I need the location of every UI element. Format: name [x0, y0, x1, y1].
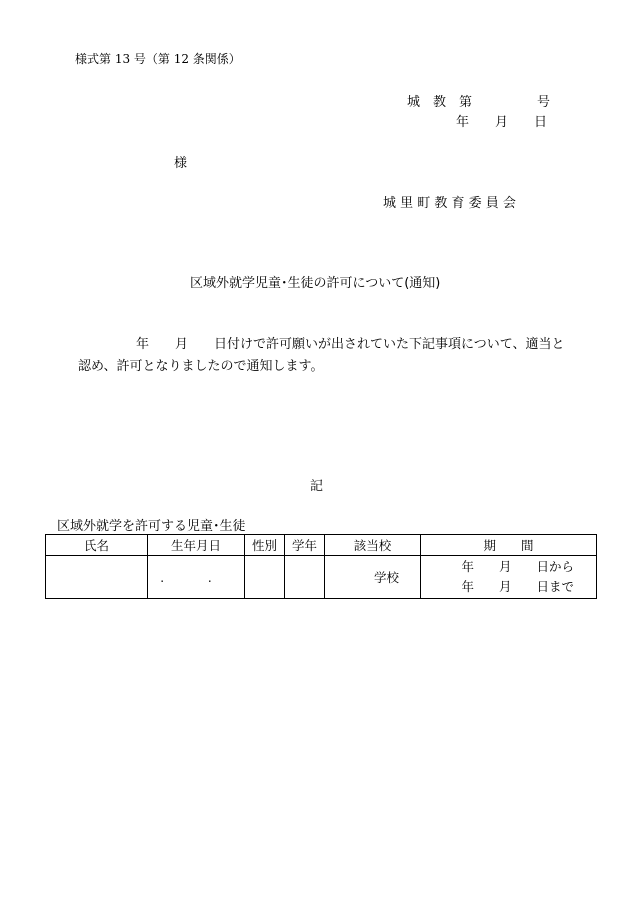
document-number: 城 教 第 号 — [407, 95, 551, 110]
table-caption: 区域外就学を許可する児童･生徒 — [57, 519, 246, 534]
table-row — [46, 556, 597, 599]
body-line-2: 認め、許可となりましたので通知します。 — [78, 359, 324, 374]
cell-name — [46, 556, 148, 599]
header-school: 該当校 — [325, 535, 421, 556]
cell-grade — [285, 556, 325, 599]
cell-school — [325, 556, 421, 599]
body-line-1: 年 月 日付けで許可願いが出されていた下記事項について、適当と — [136, 337, 565, 352]
period-to: 年 月 日まで — [461, 579, 574, 594]
ki-heading: 記 — [310, 479, 324, 494]
school-suffix: 学校 — [373, 570, 399, 585]
permission-table — [45, 534, 597, 599]
addressee-suffix: 様 — [174, 156, 188, 171]
table-header-row — [46, 535, 597, 556]
birthdate-dots: . . — [160, 570, 232, 585]
period-from: 年 月 日から — [461, 559, 574, 574]
form-number: 様式第 13 号（第 12 条関係） — [75, 52, 241, 66]
header-name: 氏名 — [46, 535, 148, 556]
cell-period — [421, 556, 597, 599]
header-birthdate: 生年月日 — [148, 535, 245, 556]
cell-sex — [245, 556, 285, 599]
header-grade: 学年 — [285, 535, 325, 556]
cell-birthdate — [148, 556, 245, 599]
header-sex: 性別 — [245, 535, 285, 556]
issuer: 城 里 町 教 育 委 員 会 — [383, 196, 516, 211]
document-title: 区域外就学児童･生徒の許可について(通知) — [190, 276, 441, 291]
header-period: 期 間 — [421, 535, 597, 556]
date-line: 年 月 日 — [456, 115, 548, 130]
